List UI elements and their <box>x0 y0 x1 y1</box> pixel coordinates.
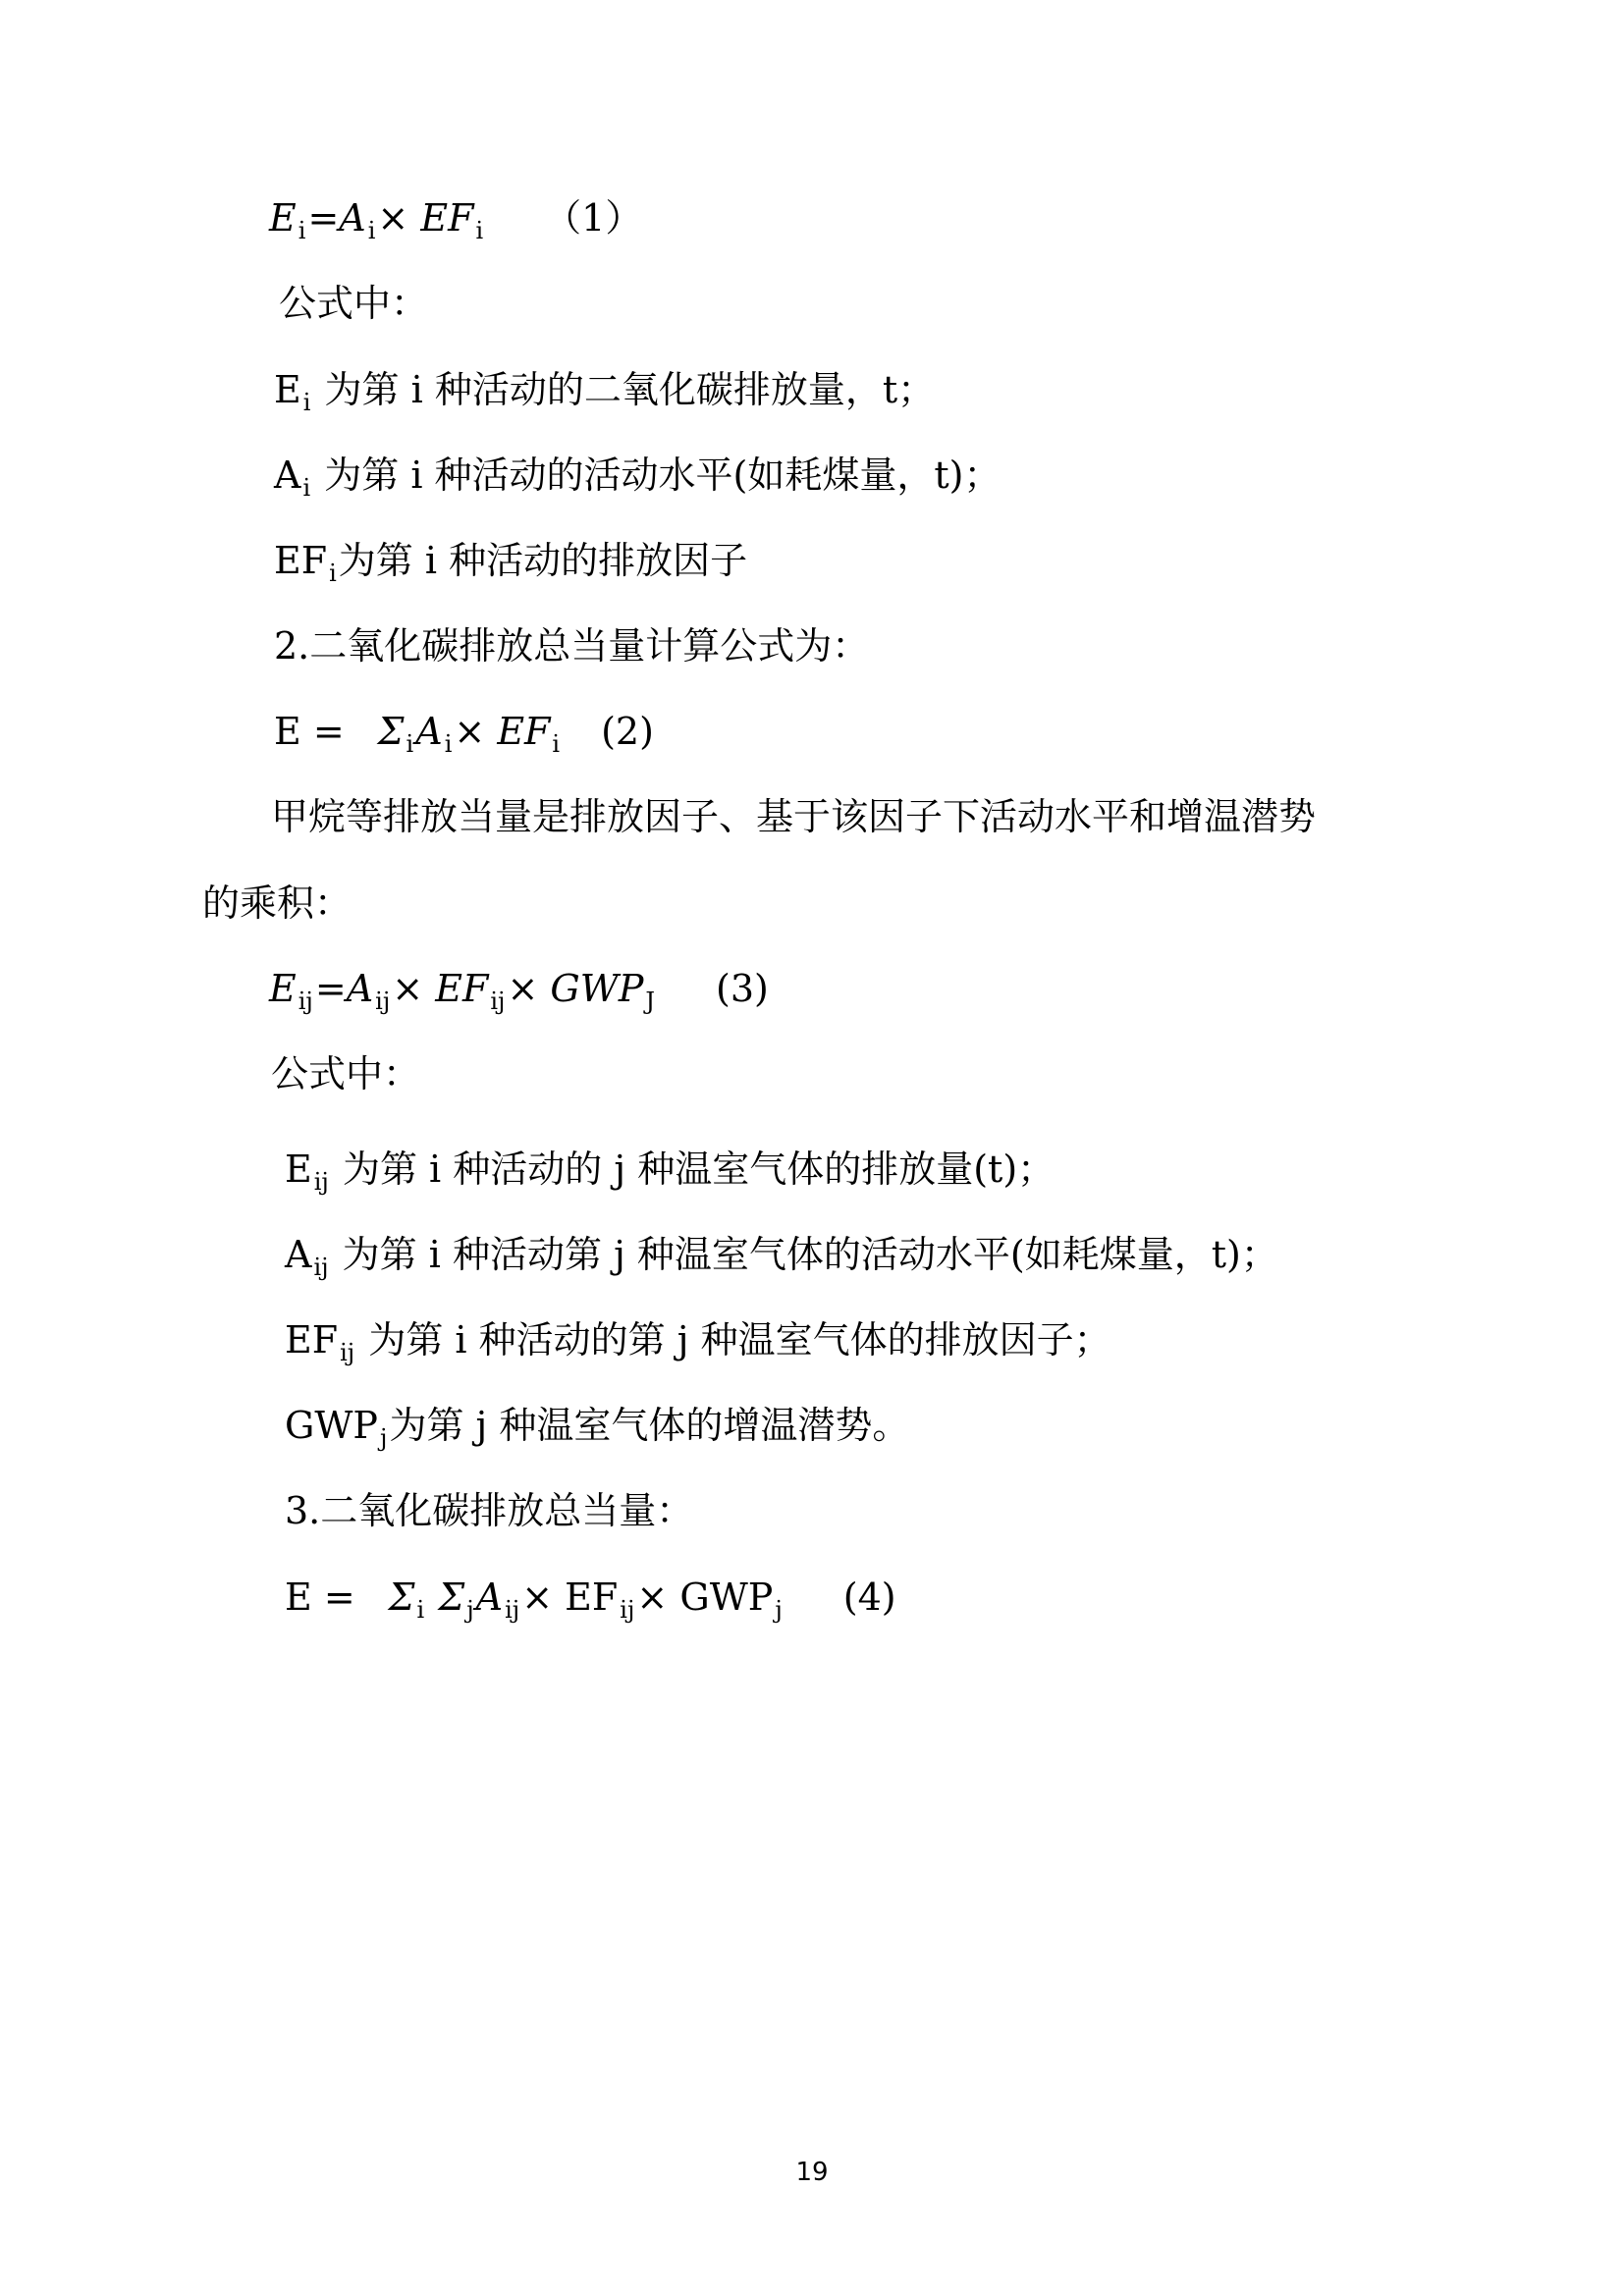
formula-2-sigma-sub: i <box>406 730 414 758</box>
legend-1-e-text: 为第 i 种活动的二氧化碳排放量，t； <box>324 368 936 411</box>
formula-2-times: × <box>454 710 486 753</box>
formula-3-a-sub: ij <box>375 988 391 1015</box>
legend-2-a-symbol: A <box>285 1233 312 1276</box>
formula-3-ef-sub: ij <box>490 988 506 1015</box>
formula-4-lhs: E = <box>285 1575 355 1619</box>
formula-1-ef: EF <box>420 196 474 240</box>
formula-1 <box>269 194 643 244</box>
section-3-heading: 3.二氧化碳排放总当量： <box>285 1489 694 1532</box>
formula-2-ef: EF <box>497 710 551 753</box>
formula-4-ef-sub: ij <box>620 1596 635 1624</box>
paragraph-line-2: 的乘积： <box>202 881 352 925</box>
legend-1-a-symbol: A <box>274 454 301 497</box>
legend-1-ef-text: 为第 i 种活动的排放因子 <box>338 539 748 582</box>
legend-1-e-sub: i <box>302 389 311 416</box>
legend-2-gwp <box>285 1402 910 1452</box>
legend-2-gwp-text: 为第 j 种温室气体的增温潜势。 <box>389 1404 910 1447</box>
legend-1-e <box>274 366 936 416</box>
legend-2-gwp-symbol: GWP <box>285 1404 378 1447</box>
formula-3-times-2: × <box>507 967 539 1010</box>
legend-1-a <box>274 452 1001 502</box>
legend-2-gwp-sub: j <box>379 1424 388 1452</box>
formula-3-a: A <box>346 967 374 1010</box>
formula-2-a: A <box>415 710 443 753</box>
legend-2-ef-symbol: EF <box>285 1318 339 1362</box>
formula-4-sigma-2-sub: j <box>466 1596 474 1624</box>
legend-2-a <box>285 1231 1278 1281</box>
formula-2-a-sub: i <box>444 730 453 758</box>
legend-1-a-sub: i <box>302 474 311 502</box>
legend-1-a-text: 为第 i 种活动的活动水平(如耗煤量，t)； <box>324 454 1001 497</box>
legend-2-ef-text: 为第 i 种活动的第 j 种温室气体的排放因子； <box>368 1318 1111 1362</box>
legend-2-e-sub: ij <box>313 1168 329 1196</box>
page-number: 19 <box>795 2158 829 2187</box>
formula-1-times: × <box>377 196 409 240</box>
formula-4-times-2: × <box>636 1575 669 1619</box>
legend-2-e-text: 为第 i 种活动的 j 种温室气体的排放量(t)； <box>342 1148 1056 1191</box>
formula-3-gwp: GWP <box>550 967 644 1010</box>
formula-4-times-1: × <box>521 1575 554 1619</box>
legend-2-ef-sub: ij <box>340 1339 355 1366</box>
formula-2-ef-sub: i <box>552 730 561 758</box>
formula-3-number: (3) <box>716 967 769 1010</box>
formula-1-equals: = <box>307 196 340 240</box>
formula-4 <box>285 1574 896 1624</box>
formula-4-a: A <box>475 1575 504 1619</box>
legend-1-ef-sub: i <box>329 560 337 587</box>
legend-2-heading: 公式中： <box>271 1052 421 1095</box>
formula-4-gwp: GWP <box>679 1575 774 1619</box>
legend-1-heading: 公式中： <box>279 282 429 325</box>
legend-1-e-symbol: E <box>274 368 301 411</box>
formula-3-ef: EF <box>435 967 489 1010</box>
formula-2 <box>274 708 654 758</box>
formula-2-lhs: E = <box>274 710 345 753</box>
formula-4-sigma-2: Σ <box>438 1575 465 1619</box>
legend-1-ef-symbol: EF <box>274 539 328 582</box>
formula-3-equals: = <box>314 967 347 1010</box>
formula-1-e: E <box>269 196 297 240</box>
formula-1-a-sub: i <box>367 217 376 244</box>
formula-4-gwp-sub: j <box>775 1596 783 1624</box>
formula-1-ef-sub: i <box>475 217 484 244</box>
formula-4-a-sub: ij <box>505 1596 520 1624</box>
legend-2-ef <box>285 1316 1111 1366</box>
formula-4-number: (4) <box>842 1575 896 1619</box>
section-2-heading: 2.二氧化碳排放总当量计算公式为： <box>274 624 870 667</box>
legend-2-e-symbol: E <box>285 1148 312 1191</box>
formula-3-gwp-sub: J <box>645 988 656 1015</box>
paragraph-line-1: 甲烷等排放当量是排放因子、基于该因子下活动水平和增温潜势 <box>271 795 1317 838</box>
formula-1-number: （1） <box>544 196 643 240</box>
formula-2-sigma: Σ <box>377 710 405 753</box>
legend-1-ef <box>274 537 748 587</box>
legend-2-a-text: 为第 i 种活动第 j 种温室气体的活动水平(如耗煤量，t)； <box>342 1233 1278 1276</box>
legend-2-e <box>285 1146 1056 1196</box>
formula-4-sigma-1-sub: i <box>416 1596 425 1624</box>
formula-1-e-sub: i <box>298 217 306 244</box>
formula-1-a: A <box>339 196 366 240</box>
formula-3-times-1: × <box>392 967 424 1010</box>
formula-3-e-sub: ij <box>298 988 313 1015</box>
formula-2-number: (2) <box>601 710 654 753</box>
legend-2-a-sub: ij <box>313 1254 329 1281</box>
formula-3-e: E <box>269 967 297 1010</box>
formula-4-sigma-1: Σ <box>388 1575 415 1619</box>
formula-4-ef: EF <box>565 1575 619 1619</box>
formula-3 <box>269 965 769 1015</box>
